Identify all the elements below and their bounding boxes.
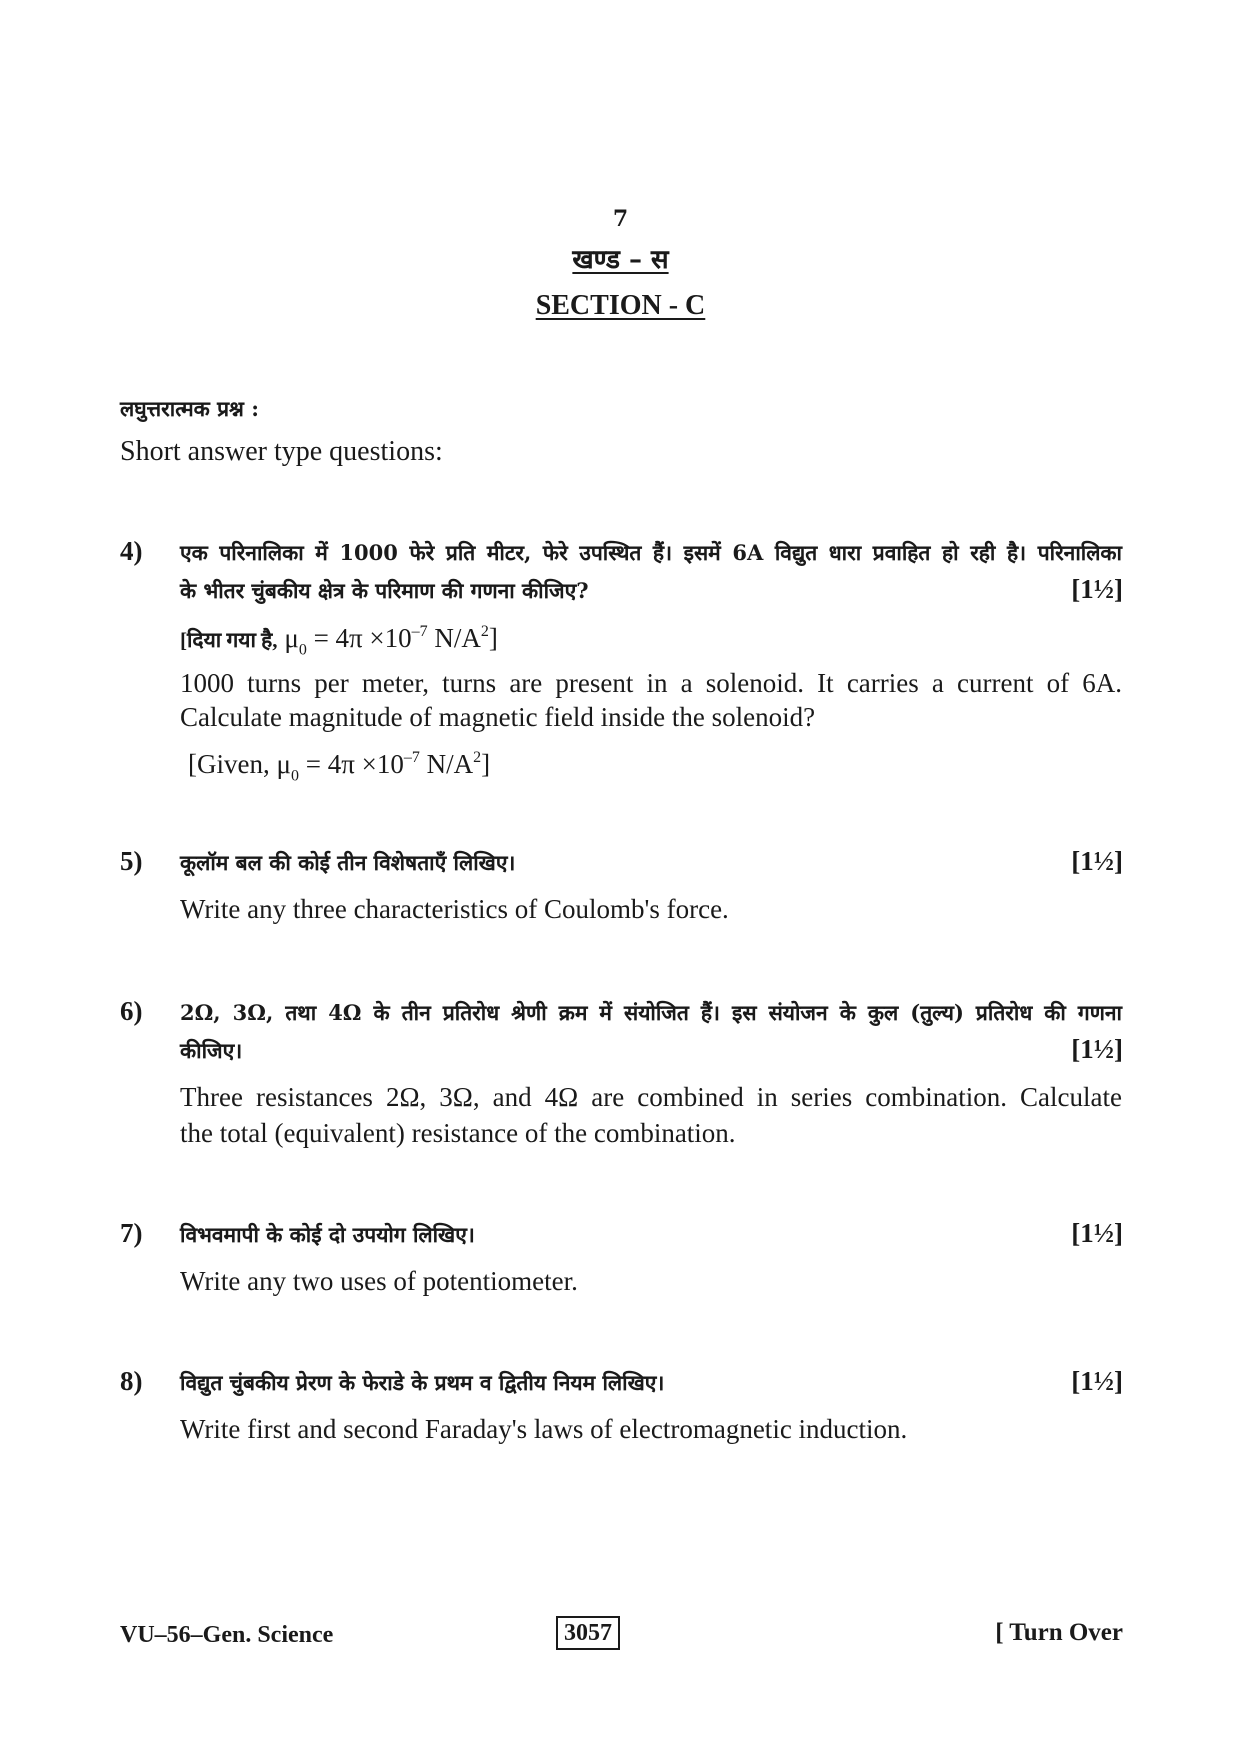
marks: [1½]: [1071, 1366, 1123, 1396]
footer-subject-code: VU–56–Gen. Science: [120, 1620, 334, 1648]
question-english-line-2: the total (equivalent) resistance of the combination.: [180, 1118, 736, 1148]
question-number: 5): [120, 846, 143, 876]
question-english-line-2: Calculate magnitude of magnetic field inside the solenoid?: [180, 702, 816, 732]
question-number: 6): [120, 996, 143, 1026]
question-hindi-line-1: कूलॉम बल की कोई तीन विशेषताएँ लिखिए।: [180, 852, 516, 876]
marks: [1½]: [1071, 1034, 1123, 1064]
marks: [1½]: [1071, 574, 1123, 604]
marks: [1½]: [1071, 1218, 1123, 1248]
question-english-line-1: Write any two uses of potentiometer.: [180, 1266, 578, 1296]
section-title-hindi: खण्ड – स: [572, 246, 669, 276]
page-number: 7: [612, 206, 629, 232]
question-number: 8): [120, 1366, 143, 1396]
question-hindi-line-1: विभवमापी के कोई दो उपयोग लिखिए।: [180, 1224, 475, 1248]
question-english-line-1: 1000 turns per meter, turns are present in a solenoid. It carries a current of 6A.: [180, 668, 1122, 698]
given-hindi: [दिया गया है, $\mu_0 = 4\pi \times 10^{-7}$ $N/A^2$]: [180, 622, 498, 659]
question-english-line-1: Write first and second Faraday's laws of electromagnetic induction.: [180, 1414, 908, 1444]
given-english: [Given, $\mu_0 = 4\pi \times 10^{-7}$ $N/A^2$]: [188, 748, 491, 785]
intro-english: Short answer type questions:: [120, 438, 443, 468]
question-number: 7): [120, 1218, 143, 1248]
marks: [1½]: [1071, 846, 1123, 876]
question-hindi-line-1: एक परिनालिका में 1000 फेरे प्रति मीटर, फेरे उपस्थित हैं। इसमें 6A विद्युत धारा प्रवाहित हो रही है। परिनालिका: [180, 542, 1122, 566]
question-english-line-1: Three resistances 2Ω, 3Ω, and 4Ω are combined in series combination. Calculate: [180, 1082, 1122, 1112]
footer-paper-code: 3057: [556, 1616, 620, 1650]
question-number: 4): [120, 536, 143, 566]
question-hindi-line-1: 2Ω, 3Ω, तथा 4Ω के तीन प्रतिरोध श्रेणी क्रम में संयोजित हैं। इस संयोजन के कुल (तुल्य) प्रतिरोध की गणना: [180, 1002, 1122, 1026]
question-hindi-line-2: के भीतर चुंबकीय क्षेत्र के परिमाण की गणना कीजिए?: [180, 580, 589, 604]
question-hindi-line-1: विद्युत चुंबकीय प्रेरण के फेराडे के प्रथम व द्वितीय नियम लिखिए।: [180, 1372, 665, 1396]
question-english-line-1: Write any three characteristics of Coulomb's force.: [180, 894, 729, 924]
question-hindi-line-2: कीजिए।: [180, 1040, 243, 1064]
section-title-english: SECTION - C: [535, 292, 706, 322]
intro-hindi: लघुत्तरात्मक प्रश्न :: [120, 398, 259, 422]
footer-turn-over: [ Turn Over: [995, 1618, 1123, 1646]
